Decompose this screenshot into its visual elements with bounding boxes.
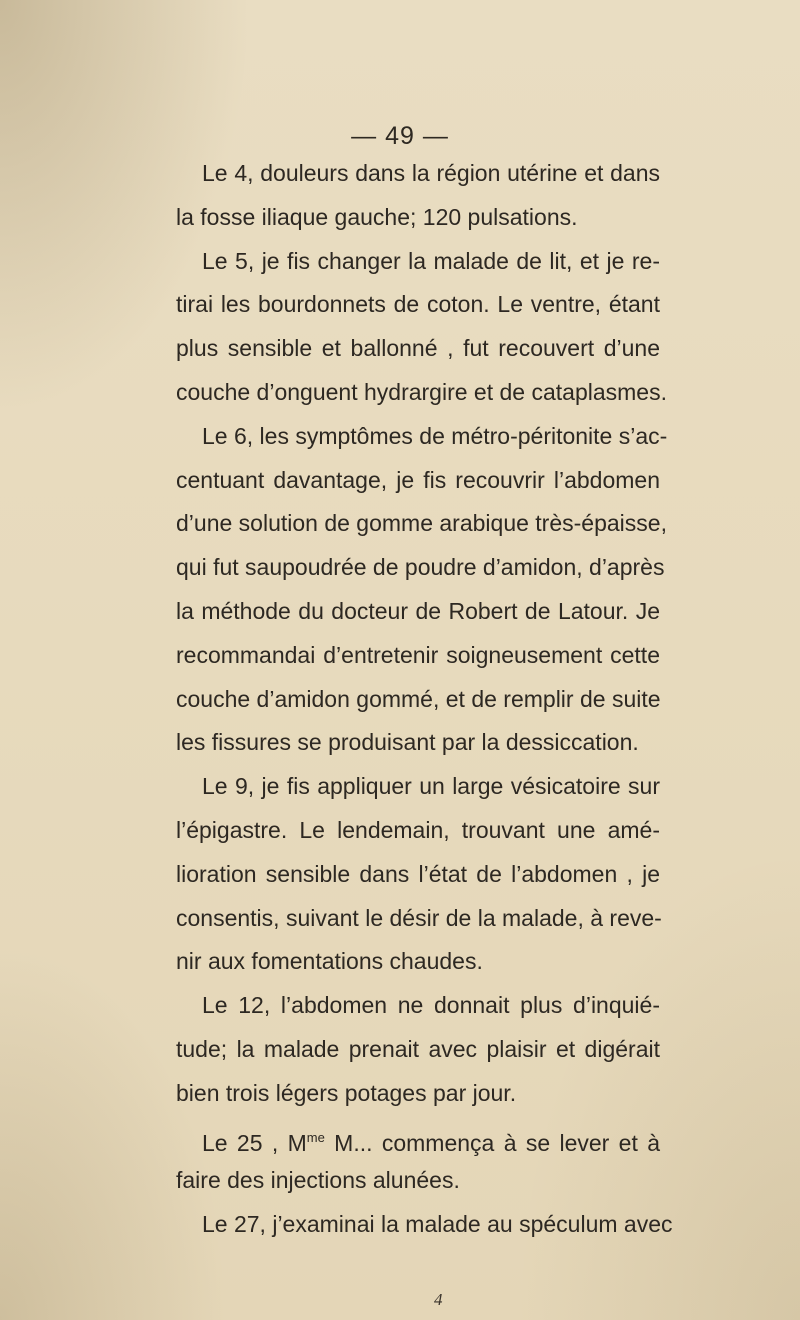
text-line: Le 5, je fis changer la malade de lit, et je re- bbox=[202, 247, 660, 274]
text-line: qui fut saupoudrée de poudre d’amidon, d’après bbox=[176, 554, 665, 581]
text-line: Le 12, l’abdomen ne donnait plus d’inquié- bbox=[202, 992, 660, 1019]
superscript: me bbox=[306, 1129, 325, 1145]
text-line: plus sensible et ballonné , fut recouvert d’une bbox=[176, 335, 660, 362]
text-line: recommandai d’entretenir soigneusement cette bbox=[176, 641, 660, 668]
text-line: Le 27, j’examinai la malade au spéculum avec bbox=[202, 1211, 673, 1238]
text-line: les fissures se produisant par la dessiccation. bbox=[176, 729, 639, 756]
page-number: — 49 — bbox=[351, 122, 449, 150]
text-line: couche d’onguent hydrargire et de cataplasmes. bbox=[176, 378, 667, 405]
text-line: couche d’amidon gommé, et de remplir de suite bbox=[176, 685, 661, 712]
text-line: Le 9, je fis appliquer un large vésicatoire sur bbox=[202, 773, 660, 800]
text-line: faire des injections alunées. bbox=[176, 1167, 460, 1194]
text-line: d’une solution de gomme arabique très-épaisse, bbox=[176, 510, 667, 537]
text-line: nir aux fomentations chaudes. bbox=[176, 948, 483, 975]
text-line: la méthode du docteur de Robert de Latour. Je bbox=[176, 597, 660, 624]
text-line: Le 6, les symptômes de métro-péritonite s’ac- bbox=[202, 422, 668, 449]
text-line: consentis, suivant le désir de la malade, à reve- bbox=[176, 904, 662, 931]
text-line-with-superscript bbox=[176, 1116, 660, 1160]
text-line: Le 4, douleurs dans la région utérine et dans bbox=[202, 160, 660, 186]
text-line: tude; la malade prenait avec plaisir et digérait bbox=[176, 1035, 660, 1062]
text-line: lioration sensible dans l’état de l’abdomen , je bbox=[176, 860, 660, 887]
text-line: l’épigastre. Le lendemain, trouvant une amé- bbox=[176, 816, 660, 843]
text-fragment: Le 25 , M bbox=[202, 1129, 307, 1156]
text-line: bien trois légers potages par jour. bbox=[176, 1079, 517, 1106]
text-line: centuant davantage, je fis recouvrir l’abdomen bbox=[176, 466, 660, 493]
signature-mark: 4 bbox=[434, 1290, 443, 1309]
text-line: tirai les bourdonnets de coton. Le ventre, étant bbox=[176, 291, 660, 318]
body-text bbox=[176, 152, 673, 1247]
text-fragment: M... commença à se lever et à bbox=[324, 1129, 660, 1156]
text-line: la fosse iliaque gauche; 120 pulsations. bbox=[176, 203, 578, 230]
